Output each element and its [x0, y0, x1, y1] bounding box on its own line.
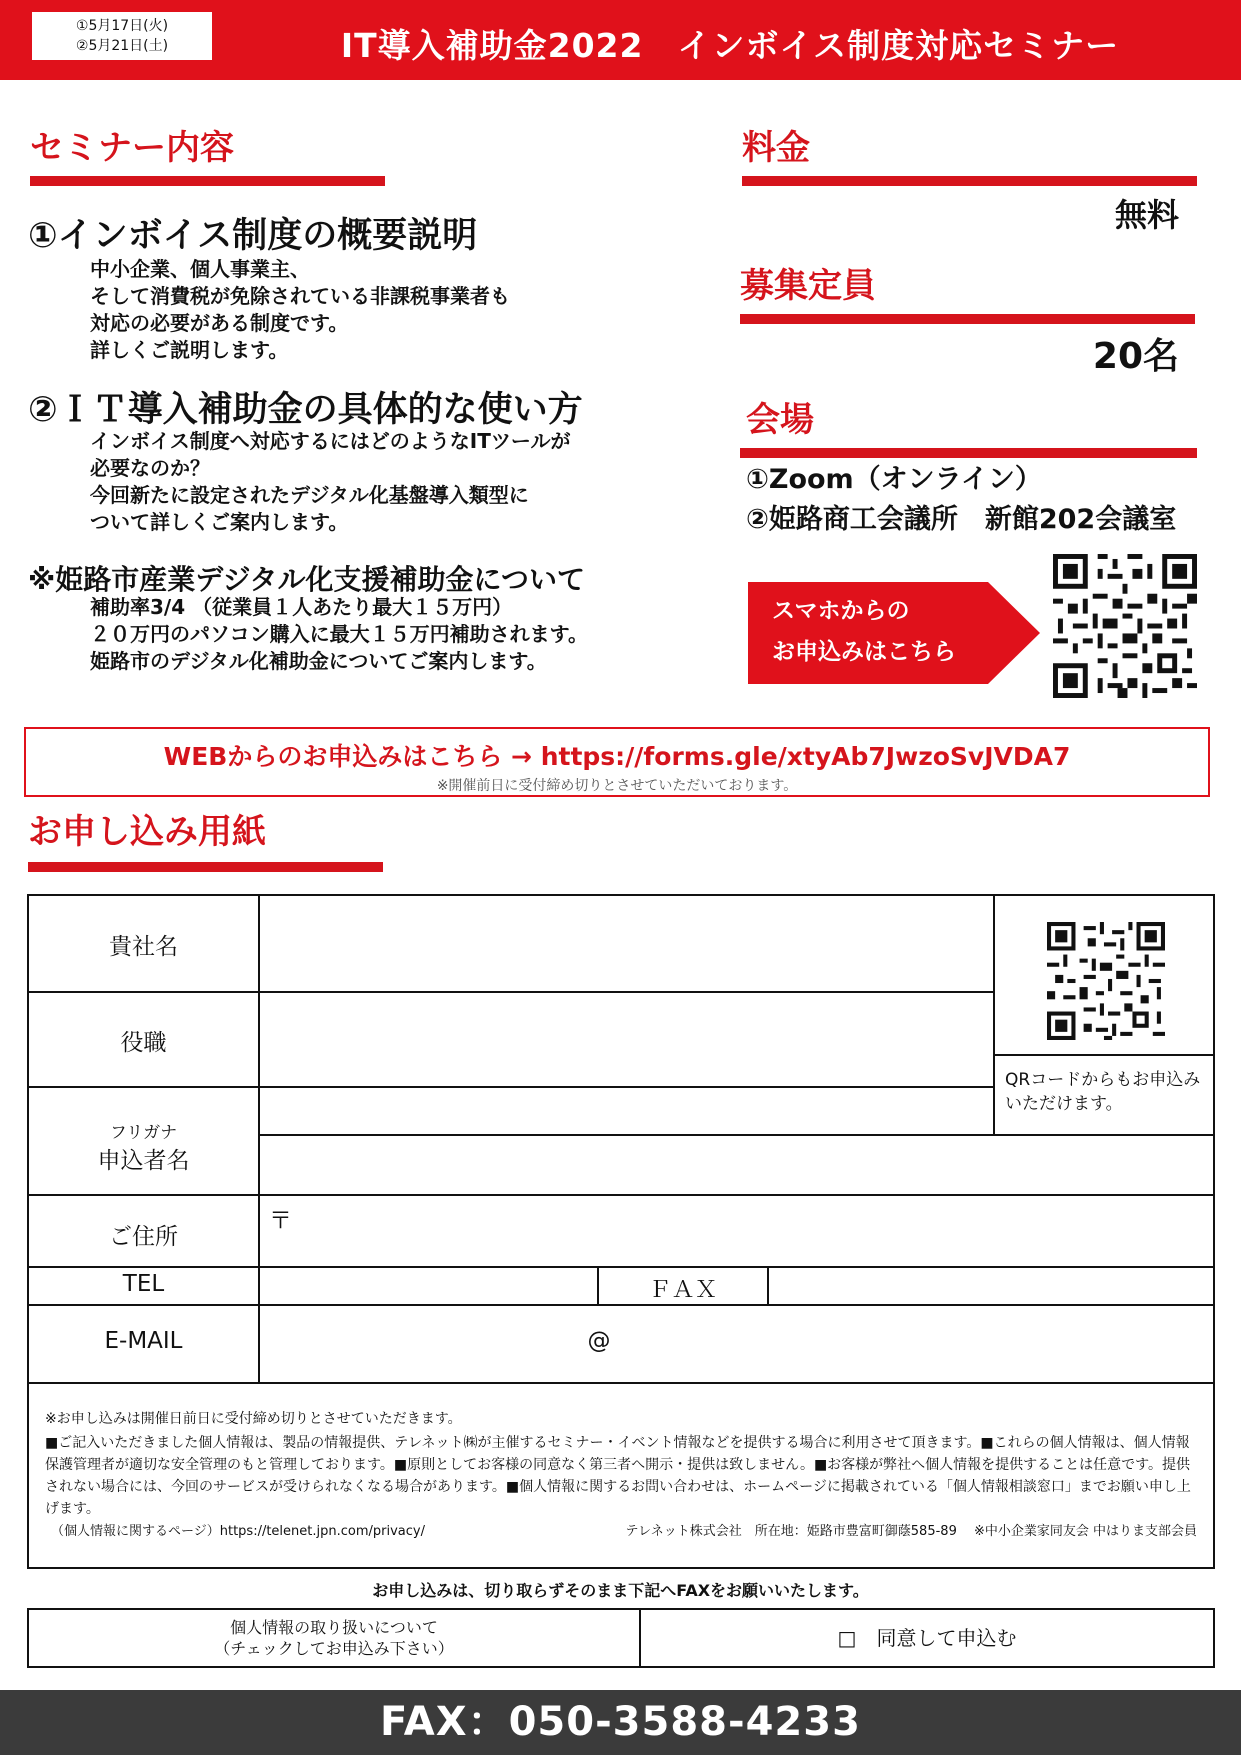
- smartphone-cta[interactable]: [748, 582, 988, 684]
- capacity-heading: 募集定員: [740, 266, 876, 306]
- at-symbol: @: [587, 1328, 611, 1354]
- fax-field[interactable]: [769, 1268, 1213, 1304]
- fax-number-bar: FAX：050-3588-4233: [0, 1690, 1241, 1755]
- consent-box: [27, 1608, 1215, 1668]
- item1-title: ①インボイス制度の概要説明: [28, 216, 478, 256]
- item2-line: 今回新たに設定されたデジタル化基盤導入類型に: [90, 483, 529, 507]
- qr-code-icon[interactable]: [1047, 922, 1165, 1040]
- applicant-field[interactable]: [260, 1136, 1213, 1194]
- tel-label: TEL: [122, 1271, 165, 1297]
- item3-line: 姫路市のデジタル化補助金についてご案内します。: [90, 649, 547, 673]
- capacity-bar: [740, 314, 1195, 324]
- header-band: [0, 0, 1241, 80]
- consent-checkbox[interactable]: □ 同意して申込む: [837, 1626, 1017, 1650]
- page-title: IT導入補助金2022 インボイス制度対応セミナー: [340, 26, 1120, 65]
- venue-bar: [740, 448, 1197, 458]
- notes-privacy-policy: ■ご記入いただきました個人情報は、製品の情報提供、テレネット㈱が主催するセミナー・イベント情報などを提供する場合に利用させて頂きます。■これらの個人情報は、個人情報保護管理者が適切な安全管理のもと管理しております。■原則としてお客様の同意なく第三者へ開示・提供は致しません。■お客様が弊社へ個人情報を提供することは任意です。提供されない場合には、今回のサービスが受けられなくなる場合があります。■個人情報に関するお問い合わせは、ホームページに掲載されている「個人情報相談窓口」までお願い申し上げます。: [45, 1435, 1191, 1517]
- cta-line: スマホからの: [772, 598, 910, 624]
- qr-code-icon[interactable]: [1053, 554, 1197, 698]
- furigana-field[interactable]: [260, 1088, 993, 1134]
- position-field[interactable]: [260, 993, 993, 1086]
- fee-value: 無料: [1114, 196, 1179, 234]
- company-address: テレネット株式会社 所在地：姫路市豊富町御蔭585-89 ※中小企業家同友会 中はりま支部会員: [625, 1524, 1197, 1539]
- email-field[interactable]: [260, 1306, 1213, 1382]
- item2-line: 必要なのか？: [90, 456, 210, 480]
- address-label: ご住所: [109, 1224, 178, 1250]
- furigana-label: フリガナ: [109, 1123, 178, 1143]
- venue-heading: 会場: [746, 400, 814, 440]
- privacy-link[interactable]: （個人情報に関するページ）https://telenet.jpn.com/privacy/: [51, 1524, 425, 1539]
- item3-title: ※姫路市産業デジタル化支援補助金について: [28, 563, 585, 596]
- fee-heading: 料金: [742, 128, 810, 168]
- item1-line: 詳しくご説明します。: [90, 338, 289, 362]
- cta-arrow-icon: [988, 582, 1040, 684]
- cta-line: お申込みはこちら: [772, 639, 956, 665]
- tel-field[interactable]: [260, 1268, 597, 1304]
- capacity-value: 20名: [1092, 336, 1179, 377]
- company-field[interactable]: [260, 896, 993, 991]
- notes-box: [27, 1384, 1215, 1569]
- applicant-label: 申込者名: [97, 1148, 190, 1174]
- fax-label: ＦＡＸ: [648, 1277, 718, 1303]
- form-bar: [28, 862, 383, 872]
- item3-line: 補助率3/4 （従業員１人あたり最大１５万円）: [90, 595, 513, 619]
- form-divider: [993, 1054, 1213, 1056]
- form-divider: [993, 896, 995, 1136]
- item2-body: [90, 428, 570, 536]
- application-form: [27, 894, 1215, 1384]
- item2-line: インボイス制度へ対応するにはどのようなITツールが: [90, 429, 571, 453]
- qr-note: QRコードからもお申込みいただけます。: [1005, 1070, 1201, 1114]
- item3-body: [90, 594, 588, 675]
- venue-lines: [746, 460, 1176, 540]
- fee-bar: [742, 176, 1197, 186]
- position-label: 役職: [120, 1030, 167, 1056]
- item2-line: ついて詳しくご案内します。: [90, 510, 349, 534]
- web-note: ※開催前日に受付締め切りとさせていただいております。: [436, 778, 798, 794]
- item1-line: 対応の必要がある制度です。: [90, 311, 349, 335]
- item2-title: ②ＩＴ導入補助金の具体的な使い方: [28, 390, 583, 430]
- seminar-heading: セミナー内容: [30, 128, 234, 168]
- consent-label: [29, 1610, 639, 1666]
- web-application-link[interactable]: WEBからのお申込みはこちら → https://forms.gle/xtyAb7JwzoSvJVDA7: [163, 742, 1071, 771]
- item1-body: [90, 256, 510, 364]
- address-field[interactable]: [260, 1196, 1213, 1266]
- item1-line: 中小企業、個人事業主、: [90, 257, 310, 281]
- consent-label-line: （チェックしてお申込み下さい）: [214, 1639, 454, 1658]
- consent-label-line: 個人情報の取り扱いについて: [230, 1618, 438, 1637]
- seminar-bar: [30, 176, 385, 186]
- postal-mark: 〒: [269, 1208, 292, 1234]
- venue-line: ②姫路商工会議所 新館202会議室: [746, 504, 1177, 535]
- item3-line: ２０万円のパソコン購入に最大１５万円補助されます。: [90, 622, 588, 646]
- form-heading: お申し込み用紙: [28, 812, 266, 852]
- email-label: E-MAIL: [104, 1328, 183, 1354]
- web-application-box: [24, 727, 1210, 797]
- company-label: 貴社名: [109, 934, 178, 960]
- item1-line: そして消費税が免除されている非課税事業者も: [90, 284, 510, 308]
- date-box: [32, 12, 212, 60]
- venue-line: ①Zoom（オンライン）: [746, 464, 1042, 495]
- fax-notice: お申し込みは、切り取らずそのまま下記へFAXをお願いいたします。: [372, 1581, 869, 1600]
- notes-line1: ※お申し込みは開催日前日に受付締め切りとさせていただきます。: [45, 1411, 462, 1427]
- date-1: ①5月17日(火): [75, 18, 169, 34]
- date-2: ②5月21日(土): [75, 38, 169, 54]
